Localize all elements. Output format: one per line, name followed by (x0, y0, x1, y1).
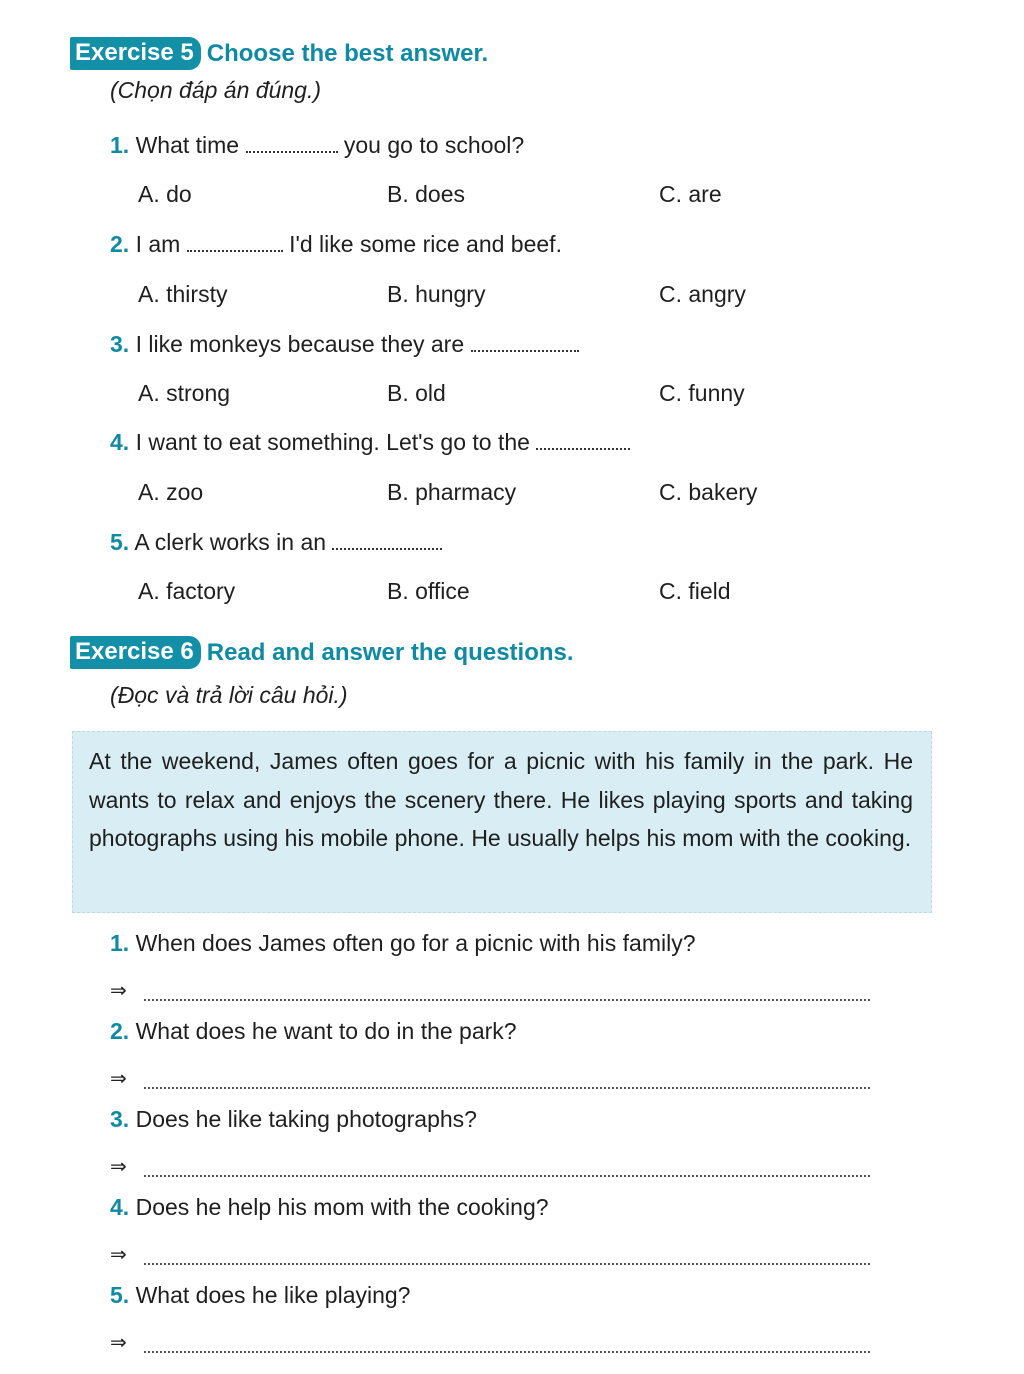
exercise-6-question-3 (110, 1106, 477, 1133)
dotted-answer-line[interactable] (144, 1161, 870, 1177)
exercise-6-question-5 (110, 1282, 410, 1309)
arrow-icon: ⇒ (110, 1156, 127, 1178)
option-b[interactable]: B. pharmacy (387, 479, 517, 505)
option-a[interactable]: A. do (138, 181, 192, 207)
question-number: 3. (110, 331, 130, 357)
exercise-5-badge: Exercise 5 (70, 37, 201, 70)
exercise-5-title: Choose the best answer. (206, 39, 489, 67)
question-number: 5. (110, 1282, 130, 1308)
answer-line-3[interactable] (110, 1154, 870, 1179)
exercise-5-question-2 (110, 231, 562, 258)
exercise-5-subtitle: (Chọn đáp án đúng.) (110, 77, 321, 103)
exercise-5-question-3 (110, 331, 579, 358)
question-text: What does he like playing? (135, 1282, 411, 1308)
arrow-icon: ⇒ (110, 1332, 127, 1354)
question-number: 1. (110, 132, 130, 158)
exercise-5-question-5 (110, 529, 442, 556)
exercise-5-question-4 (110, 429, 630, 456)
option-a[interactable]: A. thirsty (138, 281, 228, 307)
reading-passage: At the weekend, James often goes for a picnic with his family in the park. He wants to relax and enjoys the scenery there. He likes playing sports and taking photographs using his mobile phone. He usually helps his mom with the cooking. (72, 731, 932, 913)
answer-line-4[interactable] (110, 1242, 870, 1267)
answer-line-2[interactable] (110, 1066, 870, 1091)
exercise-5-header (70, 37, 488, 70)
question-text-before: A clerk works in an (134, 529, 327, 555)
option-c[interactable]: C. bakery (659, 479, 758, 505)
option-a[interactable]: A. zoo (138, 479, 204, 505)
option-b[interactable]: B. office (387, 578, 470, 604)
question-number: 2. (110, 1018, 130, 1044)
exercise-6-header (70, 636, 574, 669)
option-c[interactable]: C. are (659, 181, 722, 207)
question-text: Does he help his mom with the cooking? (135, 1194, 549, 1220)
question-text-before: I am (135, 231, 181, 257)
answer-line-1[interactable] (110, 978, 870, 1003)
exercise-6-title: Read and answer the questions. (206, 638, 574, 666)
question-number: 2. (110, 231, 130, 257)
question-text-before: I like monkeys because they are (135, 331, 465, 357)
exercise-6-question-2 (110, 1018, 517, 1045)
question-text-after: you go to school? (343, 132, 525, 158)
question-number: 3. (110, 1106, 130, 1132)
question-number: 4. (110, 1194, 130, 1220)
question-text: Does he like taking photographs? (135, 1106, 477, 1132)
question-number: 5. (110, 529, 130, 555)
question-text: What does he want to do in the park? (135, 1018, 517, 1044)
arrow-icon: ⇒ (110, 1244, 127, 1266)
question-text: When does James often go for a picnic with his family? (135, 930, 696, 956)
exercise-6-question-1 (110, 930, 696, 957)
blank-line[interactable] (536, 444, 630, 450)
arrow-icon: ⇒ (110, 980, 127, 1002)
dotted-answer-line[interactable] (144, 1073, 870, 1089)
blank-line[interactable] (332, 544, 442, 550)
question-number: 1. (110, 930, 130, 956)
blank-line[interactable] (471, 346, 579, 352)
arrow-icon: ⇒ (110, 1068, 127, 1090)
option-a[interactable]: A. strong (138, 380, 231, 406)
option-b[interactable]: B. hungry (387, 281, 486, 307)
option-a[interactable]: A. factory (138, 578, 236, 604)
dotted-answer-line[interactable] (144, 985, 870, 1001)
option-b[interactable]: B. old (387, 380, 446, 406)
blank-line[interactable] (187, 246, 283, 252)
dotted-answer-line[interactable] (144, 1249, 870, 1265)
question-text-after: I'd like some rice and beef. (289, 231, 562, 257)
exercise-6-badge: Exercise 6 (70, 636, 201, 669)
exercise-5-question-1 (110, 132, 524, 159)
exercise-6-subtitle: (Đọc và trả lời câu hỏi.) (110, 682, 348, 708)
blank-line[interactable] (246, 147, 338, 153)
exercise-6-question-4 (110, 1194, 549, 1221)
answer-line-5[interactable] (110, 1330, 870, 1355)
question-text-before: What time (135, 132, 240, 158)
option-c[interactable]: C. angry (659, 281, 746, 307)
option-c[interactable]: C. funny (659, 380, 745, 406)
option-b[interactable]: B. does (387, 181, 465, 207)
option-c[interactable]: C. field (659, 578, 731, 604)
question-number: 4. (110, 429, 130, 455)
question-text-before: I want to eat something. Let's go to the (135, 429, 530, 455)
dotted-answer-line[interactable] (144, 1337, 870, 1353)
